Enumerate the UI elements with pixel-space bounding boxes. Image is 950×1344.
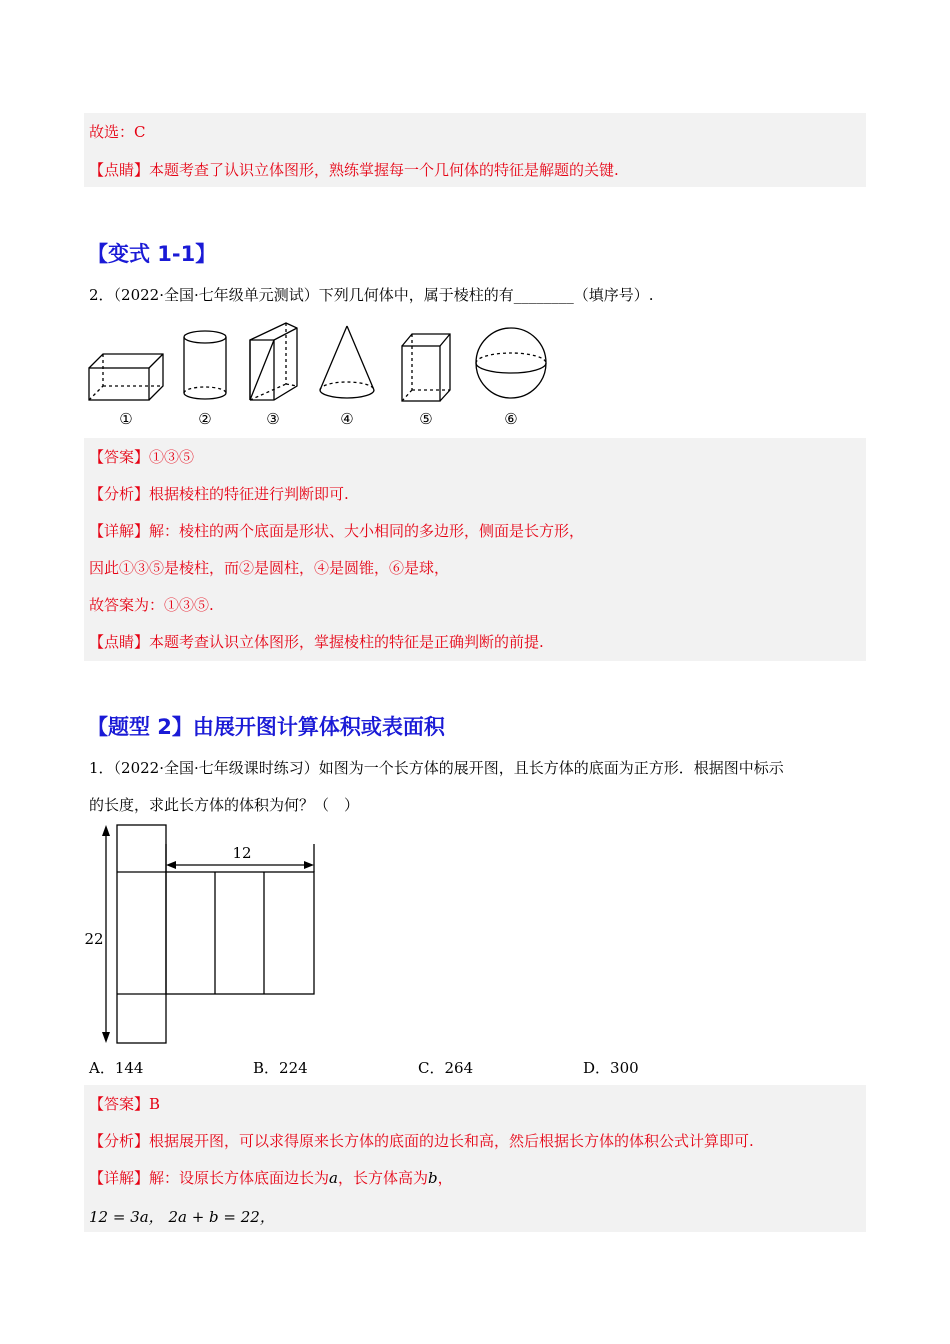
dimension-12-label: 12 xyxy=(232,844,252,862)
sphere-shape xyxy=(476,328,546,398)
q1-detail-end: ， xyxy=(437,1169,453,1187)
shape-label-5: ⑤ xyxy=(419,410,433,428)
cuboid-shape xyxy=(89,354,163,400)
option-a: A．144 xyxy=(89,1059,144,1077)
question-1-line-2: 的长度，求此长方体的体积为何？（ ） xyxy=(89,796,360,814)
option-d: D．300 xyxy=(583,1059,639,1077)
q1-detail-line xyxy=(89,1168,453,1188)
type-2-heading: 【题型 2】由展开图计算体积或表面积 xyxy=(87,715,445,739)
q2-comment: 【点睛】本题考查认识立体图形，掌握棱柱的特征是正确判断的前提. xyxy=(89,633,544,651)
net-figure xyxy=(84,822,324,1047)
shape-label-6: ⑥ xyxy=(504,410,518,428)
shape-label-2: ② xyxy=(198,410,212,428)
q1-detail-prefix: 【详解】解：设原长方体底面边长为 xyxy=(89,1169,330,1187)
option-c: C．264 xyxy=(418,1059,474,1077)
dimension-22-label: 22 xyxy=(84,930,104,948)
cone-shape xyxy=(320,326,374,398)
triangular-prism-shape xyxy=(250,323,297,400)
q2-detail-1: 【详解】解：棱柱的两个底面是形状、大小相同的多边形，侧面是长方形， xyxy=(89,522,585,540)
q1-detail-mid: ，长方体高为 xyxy=(337,1169,428,1187)
variable-b: b xyxy=(427,1169,438,1187)
q2-detail-2: 因此①③⑤是棱柱，而②是圆柱，④是圆锥，⑥是球， xyxy=(89,559,450,577)
q2-answer: 【答案】①③⑤ xyxy=(89,448,195,466)
q2-analysis: 【分析】根据棱柱的特征进行判断即可. xyxy=(89,485,349,503)
solids-figure xyxy=(84,318,564,428)
choice-line: 故选：C xyxy=(89,123,146,141)
shape-label-1: ① xyxy=(119,410,133,428)
q2-detail-3: 故答案为：①③⑤. xyxy=(89,596,214,614)
shape-label-4: ④ xyxy=(340,410,354,428)
question-2-text: 2．（2022·全国·七年级单元测试）下列几何体中，属于棱柱的有________（填序号）. xyxy=(89,286,654,304)
q1-analysis: 【分析】根据展开图，可以求得原来长方体的底面的边长和高，然后根据长方体的体积公式计算即可. xyxy=(89,1132,754,1150)
option-b: B．224 xyxy=(253,1059,308,1077)
q1-answer: 【答案】B xyxy=(89,1095,161,1113)
question-1-line-1: 1．（2022·全国·七年级课时练习）如图为一个长方体的展开图，且长方体的底面为正方形．根据图中标示 xyxy=(89,759,784,777)
q1-equation: 12 = 3a， 2a + b = 22， xyxy=(89,1208,275,1226)
shape-label-3: ③ xyxy=(266,410,280,428)
answer-box-q2 xyxy=(84,438,866,661)
square-prism-shape xyxy=(402,334,450,401)
variant-heading: 【变式 1-1】 xyxy=(87,242,217,266)
comment-line: 【点睛】本题考查了认识立体图形，熟练掌握每一个几何体的特征是解题的关键. xyxy=(89,161,619,179)
cylinder-shape xyxy=(184,331,226,399)
variable-a: a xyxy=(329,1169,338,1187)
